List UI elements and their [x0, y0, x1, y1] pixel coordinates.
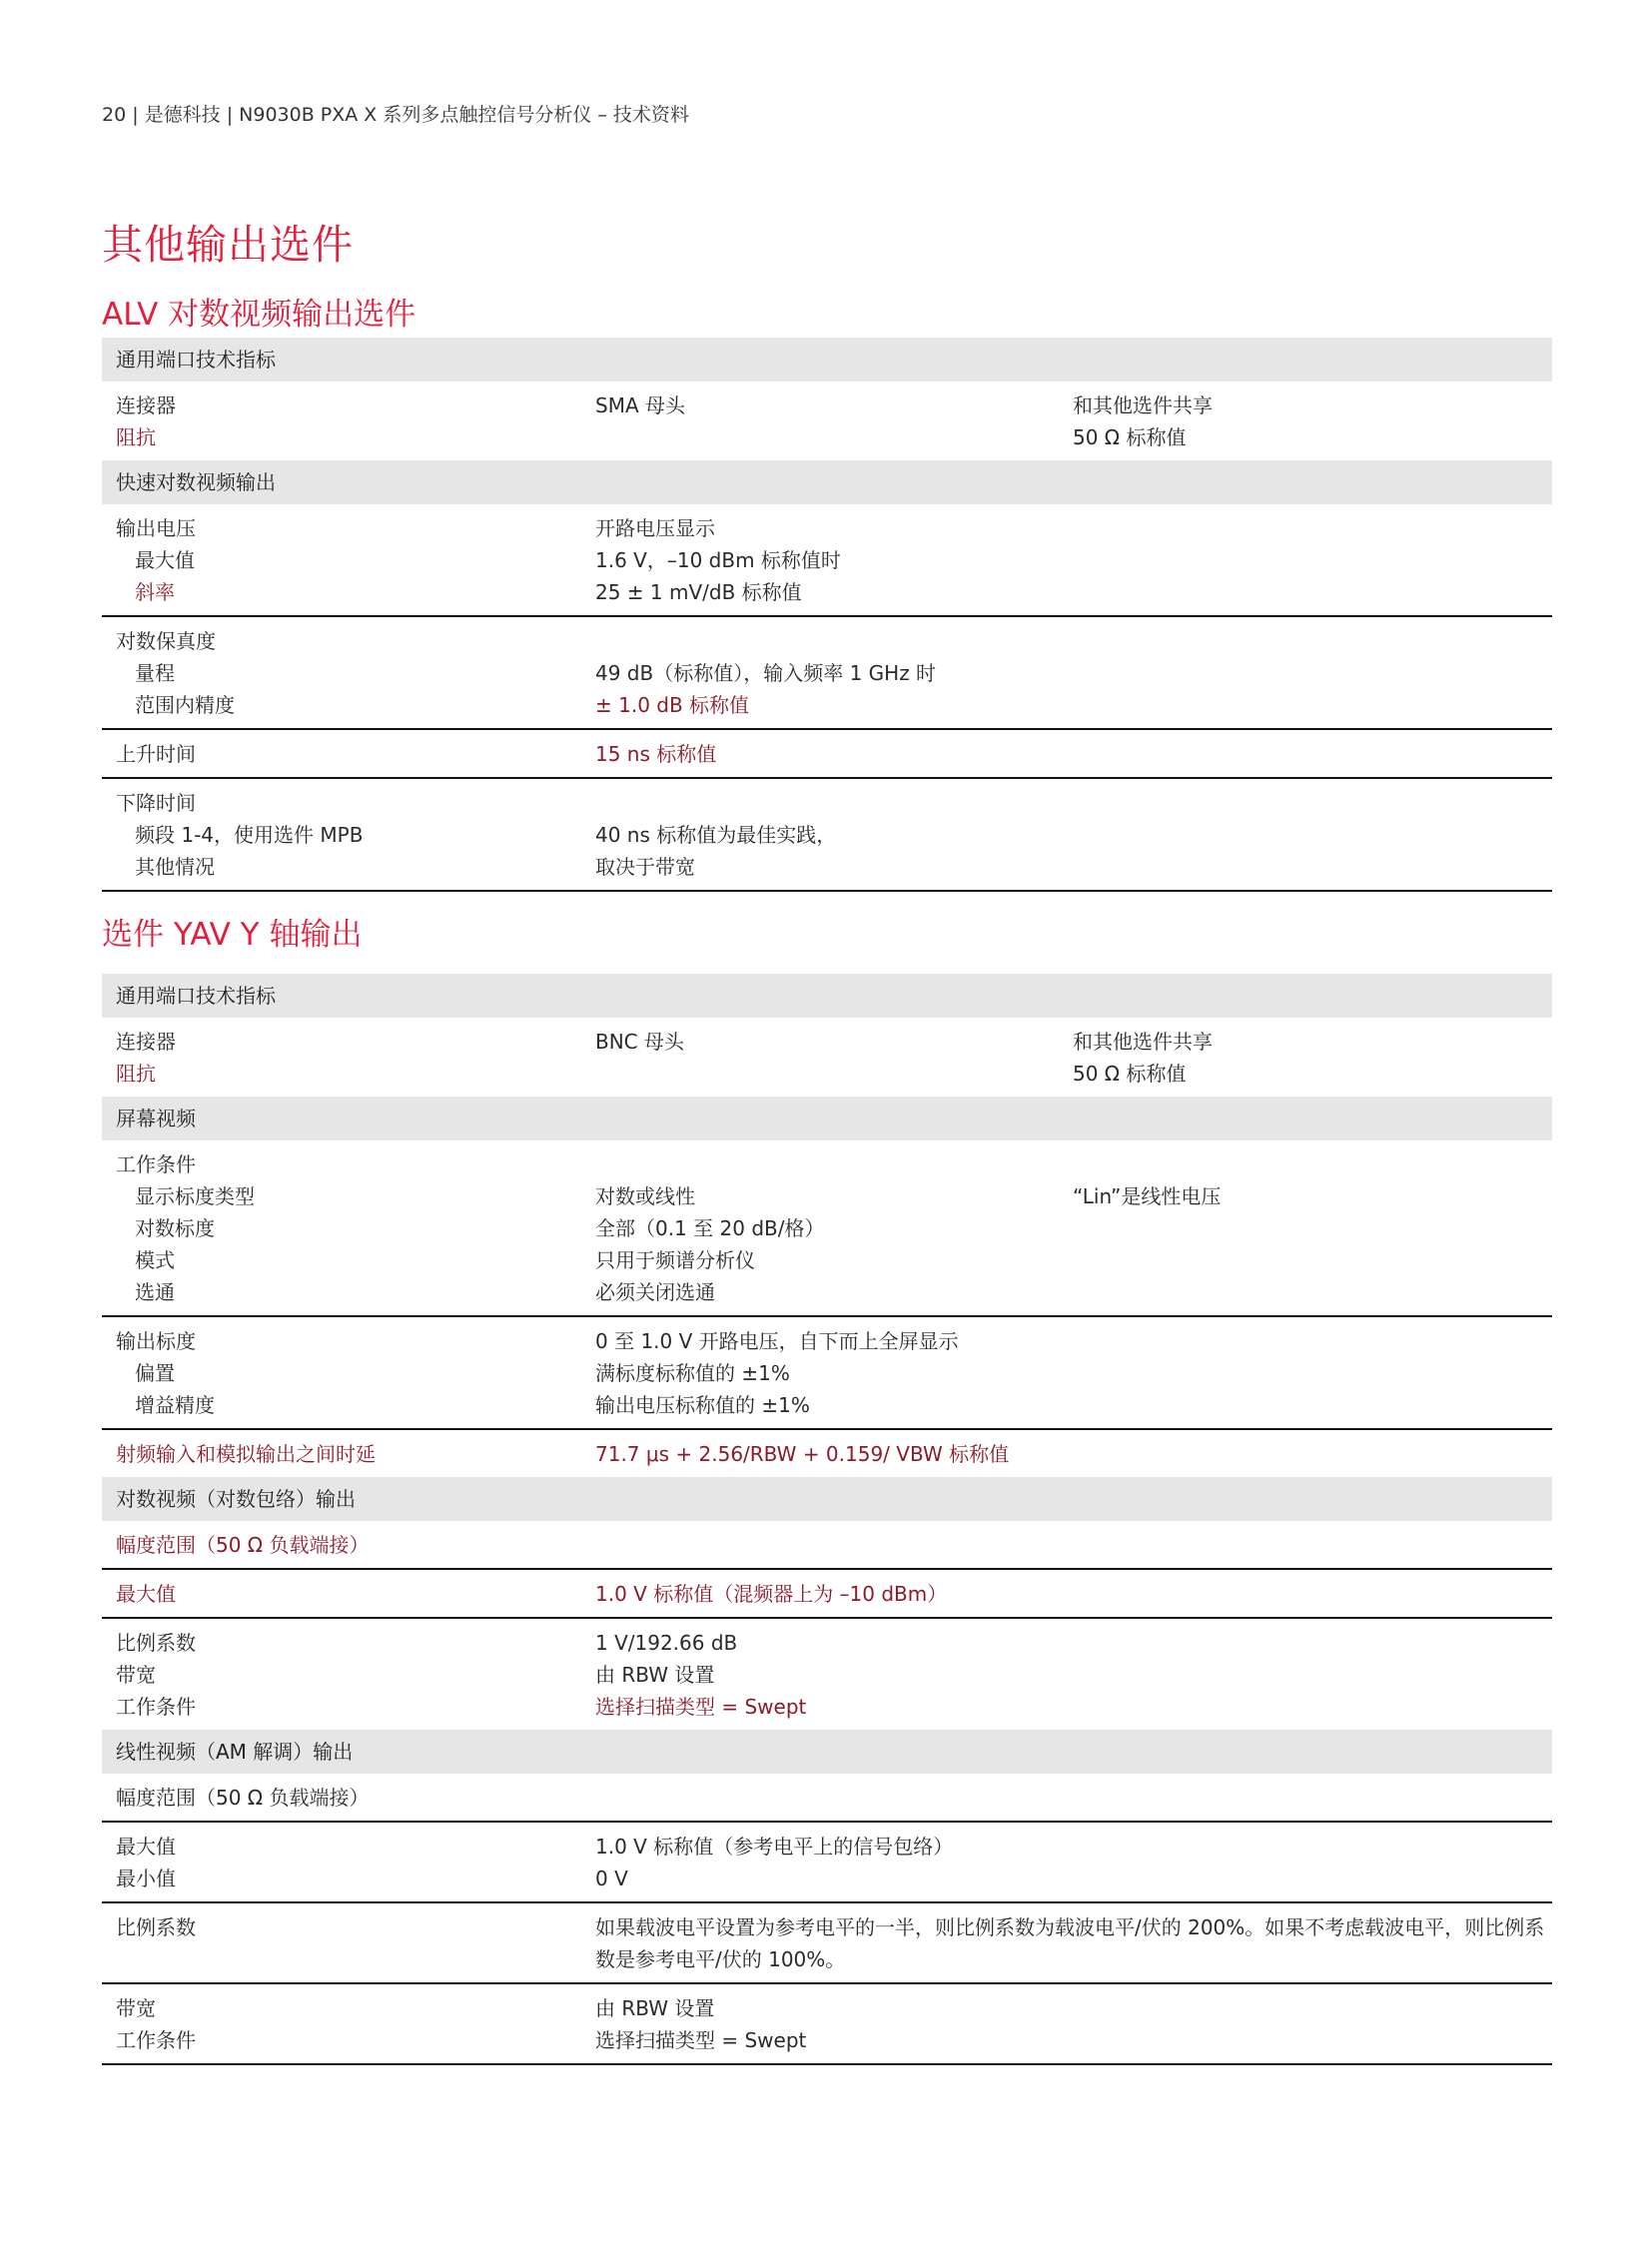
row-label: 选通 [135, 1280, 175, 1304]
row-value: 25 ± 1 mV/dB 标称值 [595, 580, 802, 604]
row-value: 对数或线性 [595, 1184, 695, 1208]
row-label: 最大值 [135, 548, 195, 572]
row-label: 带宽 [116, 1663, 156, 1687]
row-label: 上升时间 [116, 742, 196, 766]
row-label: 最大值 [116, 1582, 176, 1606]
row-label: 射频输入和模拟输出之间时延 [116, 1442, 376, 1466]
row-label: 斜率 [135, 580, 175, 604]
row-note: 50 Ω 标称值 [1073, 425, 1187, 449]
row-value: ± 1.0 dB 标称值 [595, 693, 750, 717]
row-value: 由 RBW 设置 [595, 1996, 715, 2020]
table-row [102, 504, 1552, 617]
row-label: 连接器 [116, 1030, 176, 1054]
row-value: 输出电压标称值的 ±1% [595, 1393, 810, 1417]
table-section-header: 对数视频（对数包络）输出 [102, 1477, 1552, 1521]
row-value: 71.7 μs + 2.56/RBW + 0.159/ VBW 标称值 [595, 1442, 1010, 1466]
row-value: 1.6 V，–10 dBm 标称值时 [595, 548, 841, 572]
row-label: 幅度范围（50 Ω 负载端接） [116, 1533, 370, 1557]
row-value: 1.0 V 标称值（混频器上为 –10 dBm） [595, 1582, 948, 1606]
row-value: SMA 母头 [595, 393, 685, 417]
row-value: 选择扫描类型 = Swept [595, 2028, 807, 2052]
row-label: 幅度范围（50 Ω 负载端接） [116, 1786, 370, 1810]
row-note: 和其他选件共享 [1073, 393, 1213, 417]
section-title-alv: ALV 对数视频输出选件 [102, 297, 416, 333]
running-header: 20 | 是德科技 | N9030B PXA X 系列多点触控信号分析仪 – 技术资料 [102, 104, 689, 126]
row-label: 最小值 [116, 1867, 176, 1890]
row-value: 由 RBW 设置 [595, 1663, 715, 1687]
row-label: 对数保真度 [116, 629, 216, 653]
row-label: 输出标度 [116, 1329, 196, 1353]
table-section-header: 快速对数视频输出 [102, 460, 1552, 504]
table-section-header: 线性视频（AM 解调）输出 [102, 1730, 1552, 1774]
table-section-header: 通用端口技术指标 [102, 974, 1552, 1018]
table-row [102, 617, 1552, 730]
row-value: 1 V/192.66 dB [595, 1631, 738, 1655]
row-label: 阻抗 [116, 425, 156, 449]
row-value: BNC 母头 [595, 1030, 685, 1054]
row-label: 显示标度类型 [135, 1184, 255, 1208]
row-label: 工作条件 [116, 1152, 196, 1176]
row-label: 对数标度 [135, 1216, 215, 1240]
row-label: 连接器 [116, 393, 176, 417]
row-value: 15 ns 标称值 [595, 742, 717, 766]
table-row [102, 1317, 1552, 1430]
row-label: 输出电压 [116, 516, 196, 540]
row-label: 工作条件 [116, 2028, 196, 2052]
table-row [102, 1619, 1552, 1730]
table-row [102, 1430, 1552, 1477]
table-row [102, 1018, 1552, 1097]
section-title-yav: 选件 YAV Y 轴输出 [102, 917, 363, 953]
row-label: 最大值 [116, 1835, 176, 1859]
row-label: 模式 [135, 1248, 175, 1272]
table-row [102, 1140, 1552, 1317]
row-value: 开路电压显示 [595, 516, 715, 540]
table-row [102, 1903, 1552, 1984]
row-value: 0 V [595, 1867, 628, 1890]
page-title: 其他输出选件 [102, 221, 354, 269]
row-label: 增益精度 [135, 1393, 215, 1417]
row-value: 选择扫描类型 = Swept [595, 1695, 807, 1719]
row-value: 全部（0.1 至 20 dB/格） [595, 1216, 825, 1240]
table-row [102, 730, 1552, 779]
row-label: 带宽 [116, 1996, 156, 2020]
row-label: 下降时间 [116, 791, 196, 815]
row-value: 满标度标称值的 ±1% [595, 1361, 790, 1385]
row-value: 取决于带宽 [595, 855, 695, 879]
row-note: 和其他选件共享 [1073, 1030, 1213, 1054]
table-row [102, 1570, 1552, 1619]
row-note: “Lin”是线性电压 [1073, 1184, 1222, 1208]
spec-table-alv [102, 338, 1552, 892]
row-label: 偏置 [135, 1361, 175, 1385]
row-label: 量程 [135, 661, 175, 685]
row-value: 49 dB（标称值），输入频率 1 GHz 时 [595, 661, 937, 685]
row-label: 比例系数 [116, 1631, 196, 1655]
table-section-header: 通用端口技术指标 [102, 338, 1552, 381]
row-label: 比例系数 [116, 1915, 196, 1939]
row-value: 0 至 1.0 V 开路电压，自下而上全屏显示 [595, 1329, 959, 1353]
table-row [102, 779, 1552, 892]
table-row [102, 1521, 1552, 1570]
row-value: 只用于频谱分析仪 [595, 1248, 755, 1272]
row-value: 必须关闭选通 [595, 1280, 715, 1304]
row-note: 50 Ω 标称值 [1073, 1062, 1187, 1086]
row-label: 阻抗 [116, 1062, 156, 1086]
table-row [102, 381, 1552, 460]
row-label: 范围内精度 [135, 693, 235, 717]
row-label: 其他情况 [135, 855, 215, 879]
row-value: 1.0 V 标称值（参考电平上的信号包络） [595, 1835, 954, 1859]
row-value: 40 ns 标称值为最佳实践， [595, 823, 837, 847]
row-label: 频段 1-4，使用选件 MPB [135, 823, 364, 847]
row-value: 如果载波电平设置为参考电平的一半，则比例系数为载波电平/伏的 200%。如果不考虑载波电平，则比例系数是参考电平/伏的 100%。 [595, 1915, 1545, 1971]
row-label: 工作条件 [116, 1695, 196, 1719]
table-row [102, 1984, 1552, 2065]
table-row [102, 1774, 1552, 1823]
table-row [102, 1823, 1552, 1903]
table-section-header: 屏幕视频 [102, 1097, 1552, 1140]
spec-table-yav [102, 974, 1552, 2065]
